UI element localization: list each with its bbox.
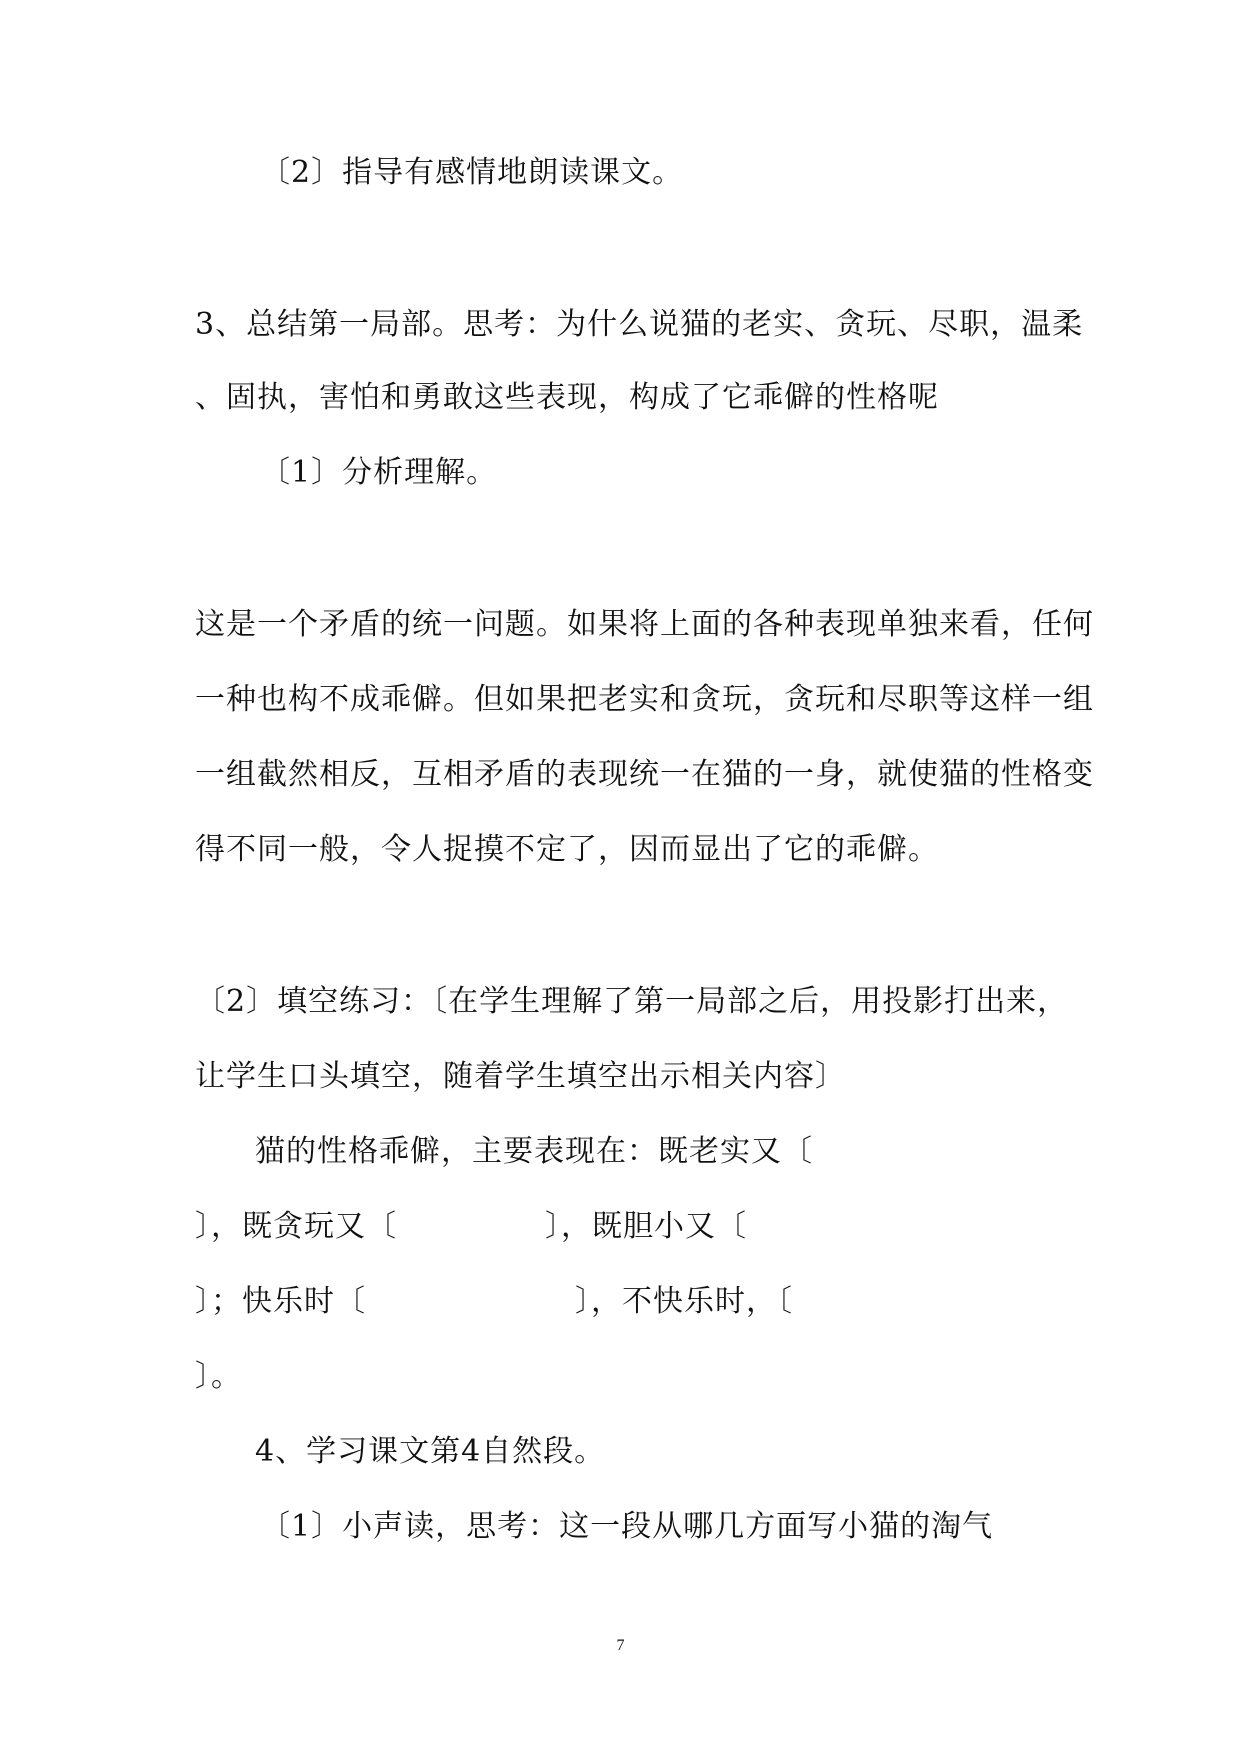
blank-line-start: 〕；快乐时〔 [195, 1284, 366, 1319]
text-line: 这是一个矛盾的统一问题。如果将上面的各种表现单独来看，任何 [195, 607, 1094, 642]
blank-line-start: 〕，既贪玩又〔 [195, 1209, 397, 1244]
text-line: 〔1〕小声读，思考：这一段从哪几方面写小猫的淘气 [260, 1509, 994, 1544]
text-line: 〔2〕指导有感情地朗读课文。 [260, 155, 684, 190]
text-line: 一种也构不成乖僻。但如果把老实和贪玩，贪玩和尽职等这样一组 [195, 682, 1094, 717]
text-line: 4、学习课文第4自然段。 [255, 1434, 606, 1469]
text-line: 3、总结第一局部。思考：为什么说猫的老实、贪玩、尽职，温柔 [195, 307, 1084, 342]
text-line: 〔2〕填空练习：〔在学生理解了第一局部之后，用投影打出来， [195, 984, 1069, 1019]
page-number: 7 [616, 1637, 625, 1654]
blank-line-continuation: 〕，既胆小又〔 [545, 1209, 747, 1244]
text-line: 得不同一般，令人捉摸不定了，因而显出了它的乖僻。 [195, 832, 939, 867]
text-line: 猫的性格乖僻，主要表现在：既老实又〔 [255, 1134, 813, 1169]
text-line: 、固执，害怕和勇敢这些表现，构成了它乖僻的性格呢 [195, 380, 939, 415]
blank-line-continuation: 〕，不快乐时，〔 [575, 1284, 793, 1319]
blank-line-end: 〕。 [195, 1359, 242, 1394]
text-line: 让学生口头填空，随着学生填空出示相关内容〕 [195, 1059, 846, 1094]
text-line: 一组截然相反，互相矛盾的表现统一在猫的一身，就使猫的性格变 [195, 757, 1094, 792]
text-line: 〔1〕分析理解。 [260, 455, 498, 490]
